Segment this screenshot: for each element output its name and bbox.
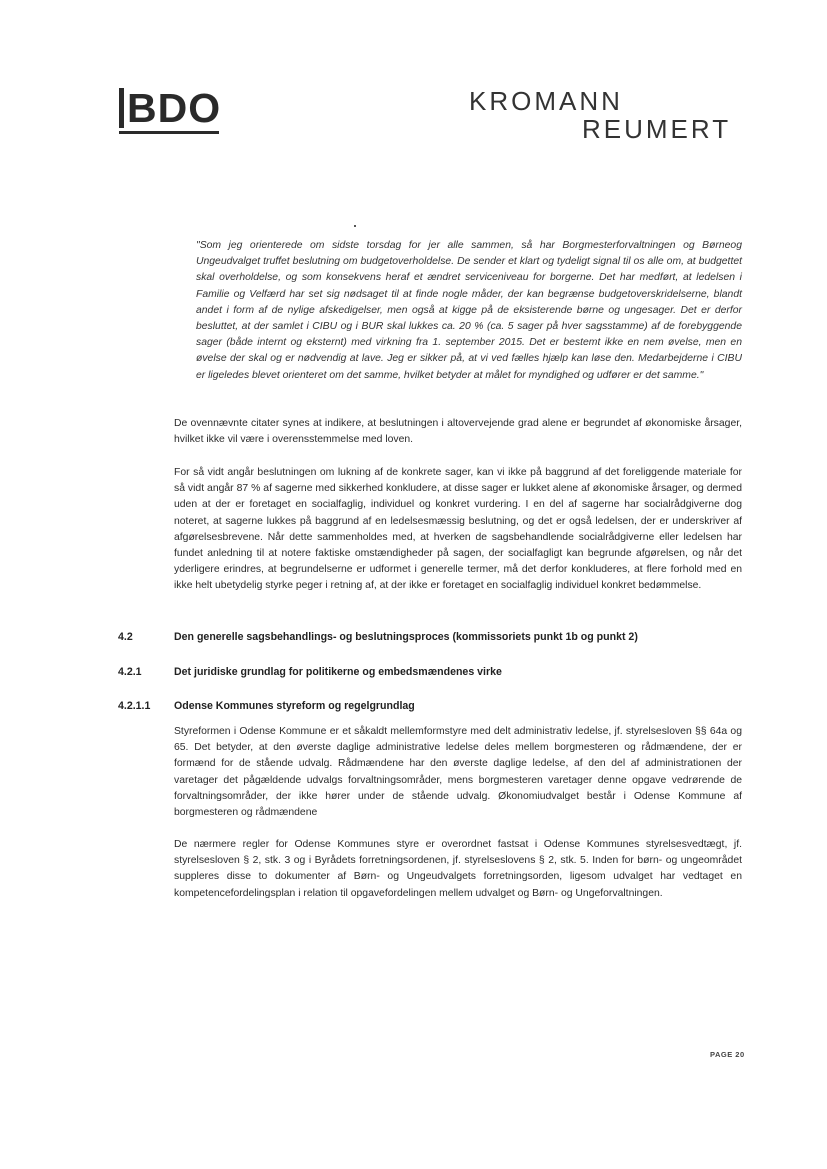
section-4-2-title: Den generelle sagsbehandlings- og beslutningsproces (kommissoriets punkt 1b og punkt 2): [174, 631, 638, 643]
kromann-logo-line1: KROMANN: [469, 86, 623, 116]
paragraph-4: De nærmere regler for Odense Kommunes styre er overordnet fastsat i Odense Kommunes styrelsesvedtægt, jf. styrelsesloven § 2, stk. 3 og i Byrådets forretningsordenen, jf. styrelseslovens § 2, stk. 5. Inden for børn- og ungeområdet suppleres disse to dokumenter af Børn- og Ungeudvalgets forretningsorden, ligesom udvalget har vedtaget en kompetencefordelingsplan i relation til opgavefordelingen mellem udvalget og Børn- og Ungeforvaltningen.: [174, 839, 742, 899]
bdo-logo-bar: [119, 88, 124, 128]
bdo-logo-underline: [119, 131, 219, 134]
quote-block: "Som jeg orienterede om sidste torsdag for jer alle sammen, så har Borgmesterforvaltningen og Børneog Ungeudvalget truffet beslutning om budgetoverholdelse. De sender et klart og tydeligt signal til os alle om, at budgettet skal overholdelse, og som konsekvens heraf et ændret serviceniveau for borgerne. Det har medført, at ledelsen i Familie og Velfærd har set sig nødsaget til at finde nogle måder, der kan begrænse budgetoverskridelserne, blandt andet i form af de nylige afskedigelser, men også at kigge på de eksisterende børne og ungesager. Det er derfor besluttet, at der samlet i CIBU og i BUR skal lukkes ca. 20 % (ca. 5 sager på hver sagsstamme) af de forebyggende sager (både internt og eksternt) med virkning fra 1. september 2015. Det er bestemt ikke en nem øvelse, men en øvelse der skal og er nødvendig at lave. Jeg er sikker på, at vi ved fælles hjælp kan løse den. Medarbejderne i CIBU er ligeledes blevet orienteret om det samme, hvilket betyder at målet for myndighed og udfører er det samme.": [196, 240, 742, 381]
paragraph-1: De ovennævnte citater synes at indikere, at beslutningen i altovervejende grad alene er begrundet af økonomiske årsager, hvilket ikke vil være i overensstemmelse med loven.: [174, 418, 742, 446]
bdo-logo: [119, 85, 222, 131]
section-4-2-1-title: Det juridiske grundlag for politikerne og embedsmændenes virke: [174, 666, 502, 678]
paragraph-2: For så vidt angår beslutningen om lukning af de konkrete sager, kan vi ikke på baggrund af det foreliggende materiale for så vidt angår 87 % af sagerne med sikkerhed konkludere, at disse sager er lukket alene af økonomiske årsager, og dermed uden at der er foretaget en socialfaglig, individuel og konkret vurdering. I en del af sagerne har socialrådgiverne dog noteret, at sagerne lukkes på baggrund af en ledelsesmæssig beslutning, og det er også ledelsen, der er underskriver af afgørelsesbrevene. Når dette sammenholdes med, at hverken de sagsbehandlende socialrådgiverne eller ledelsen har fundet anledning til at notere faktiske omstændigheder på sagen, der socialfagligt kan begrunde afgørelsen, og når det yderligere erindres, at begrundelserne er udformet i generelle termer, må det derfor konkluderes, at flere forhold med en ikke helt ubetydelig styrke peger i retning af, at der ikke er foretaget en socialfaglig individuel konkret bedømmelse.: [174, 467, 742, 592]
scan-dot: [354, 225, 356, 227]
section-4-2-1-1-number: 4.2.1.1: [118, 700, 151, 712]
bdo-logo-text: BDO: [127, 85, 222, 131]
section-4-2-1-number: 4.2.1: [118, 666, 142, 678]
kromann-logo-line2: REUMERT: [582, 114, 732, 144]
section-4-2-1-1-title: Odense Kommunes styreform og regelgrundlag: [174, 700, 415, 712]
section-4-2-number: 4.2: [118, 631, 133, 643]
paragraph-3: Styreformen i Odense Kommune er et såkaldt mellemformstyre med delt administrativ ledelse, jf. styrelsesloven §§ 64a og 65. Det betyder, at den øverste daglige administrative ledelse deles mellem borgmesteren og rådmændene, der er formænd for de stående udvalg. Rådmændene har den øverste daglige ledelse, af den del af administrationen der varetager det pågældende udvalgs forvaltningsområder, mens borgmesteren varetager denne opgave vedrørende de forvaltningsområder, der ikke hører under de stående udvalg. Økonomiudvalget består i Odense Kommune af borgmesteren og rådmændene: [174, 726, 742, 819]
page-number: PAGE 20: [710, 1050, 745, 1059]
